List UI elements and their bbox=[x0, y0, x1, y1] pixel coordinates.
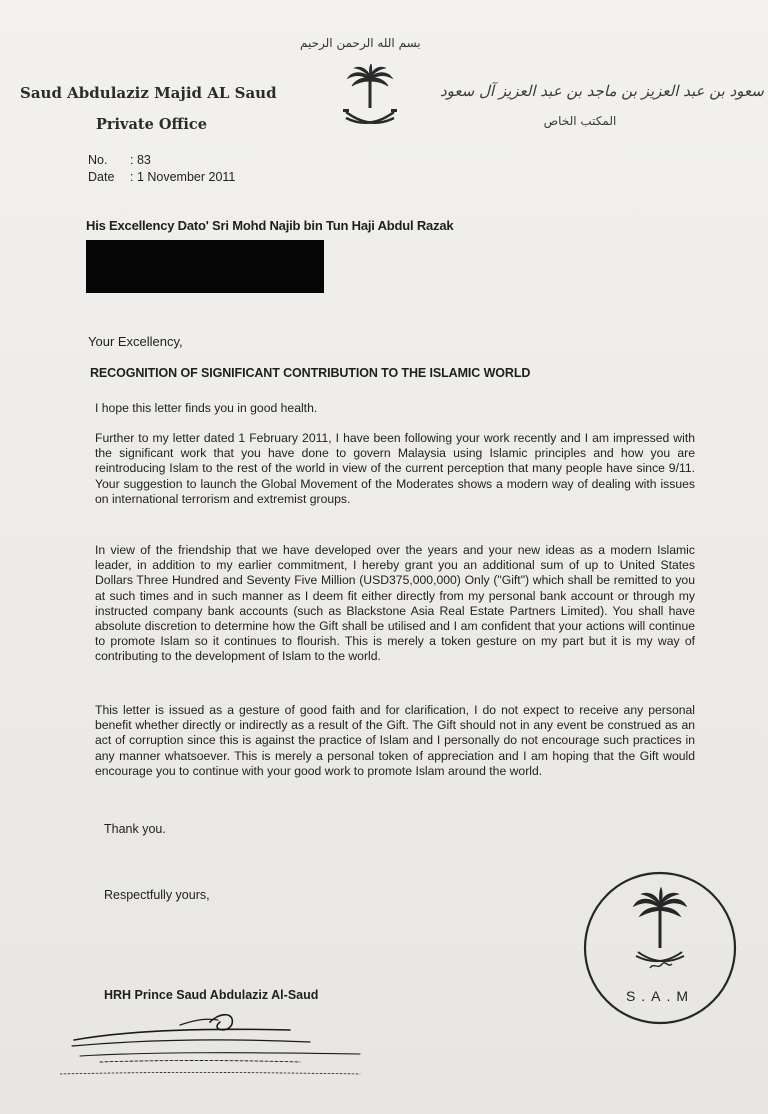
valediction: Respectfully yours, bbox=[104, 888, 210, 902]
letter-date-label: Date bbox=[88, 170, 115, 184]
reference-number-value: : 83 bbox=[130, 153, 151, 167]
seal-initials: S.A.M bbox=[625, 988, 695, 1004]
subject-line: RECOGNITION OF SIGNIFICANT CONTRIBUTION TO THE ISLAMIC WORLD bbox=[90, 366, 531, 380]
arabic-office-label: المكتب الخاص bbox=[543, 114, 617, 128]
royal-seal-stamp-icon bbox=[580, 868, 740, 1028]
paragraph-gift: In view of the friendship that we have developed over the years and your new ideas as a modern Islamic leader, in addition to my earlier commitment, I hereby grant you an additional sum of up to United States Dollars Three Hundred and Seventy Five Million (USD375,000,000) Only ("Gift") which shall be remitted to you at such times and in such manner as I deem fit either directly from my personal bank account or through my instructed company bank accounts (such as Blackstone Asia Real Estate Partners Limited). You shall have absolute discretion to determine how the Gift shall be utilised and I am confident that your actions will continue to promote Islam so it continues to flourish. This is merely a token gesture on my part but it is my way of contributing to the development of Islam to the world. bbox=[95, 543, 695, 664]
redacted-address-block bbox=[86, 240, 324, 293]
private-office-label: Private Office bbox=[96, 116, 207, 133]
paragraph-disclaimer: This letter is issued as a gesture of good faith and for clarification, I do not expect to receive any personal benefit whether directly or indirectly as a result of the Gift. The Gift should not in any event be construed as an act of corruption since this is against the practice of Islam and I personally do not encourage such practices in any manner whatsoever. This is merely a personal token of appreciation and I am hoping that the Gift would encourage you to continue with your good work to promote Islam around the world. bbox=[95, 703, 695, 778]
palm-swords-emblem-icon bbox=[340, 64, 400, 134]
letter-date bbox=[88, 170, 235, 184]
sender-name: Saud Abdulaziz Majid AL Saud bbox=[20, 84, 277, 102]
handwritten-signature bbox=[60, 1000, 380, 1090]
arabic-sender-name: سعود بن عبد العزيز بن ماجد بن عبد العزيز آل سعود bbox=[440, 82, 764, 100]
reference-number bbox=[88, 153, 151, 167]
reference-number-label: No. bbox=[88, 153, 108, 167]
letter-date-value: : 1 November 2011 bbox=[130, 170, 236, 184]
thanks-line: Thank you. bbox=[104, 822, 166, 836]
recipient-name: His Excellency Dato' Sri Mohd Najib bin Tun Haji Abdul Razak bbox=[86, 218, 454, 233]
paragraph-greeting: I hope this letter finds you in good health. bbox=[95, 401, 318, 415]
basmala-calligraphy: بسم الله الرحمن الرحيم bbox=[300, 36, 421, 50]
signer-name: HRH Prince Saud Abdulaziz Al-Saud bbox=[104, 988, 319, 1002]
salutation: Your Excellency, bbox=[88, 334, 183, 349]
paragraph-recognition: Further to my letter dated 1 February 2011, I have been following your work recently and I am impressed with the significant work that you have done to govern Malaysia using Islamic principles and how you are reintroducing Islam to the rest of the world in view of the current perception that many people have since 9/11. Your suggestion to launch the Global Movement of the Moderates shows a modern way of dealing with issues on international terrorism and extremist groups. bbox=[95, 431, 695, 506]
